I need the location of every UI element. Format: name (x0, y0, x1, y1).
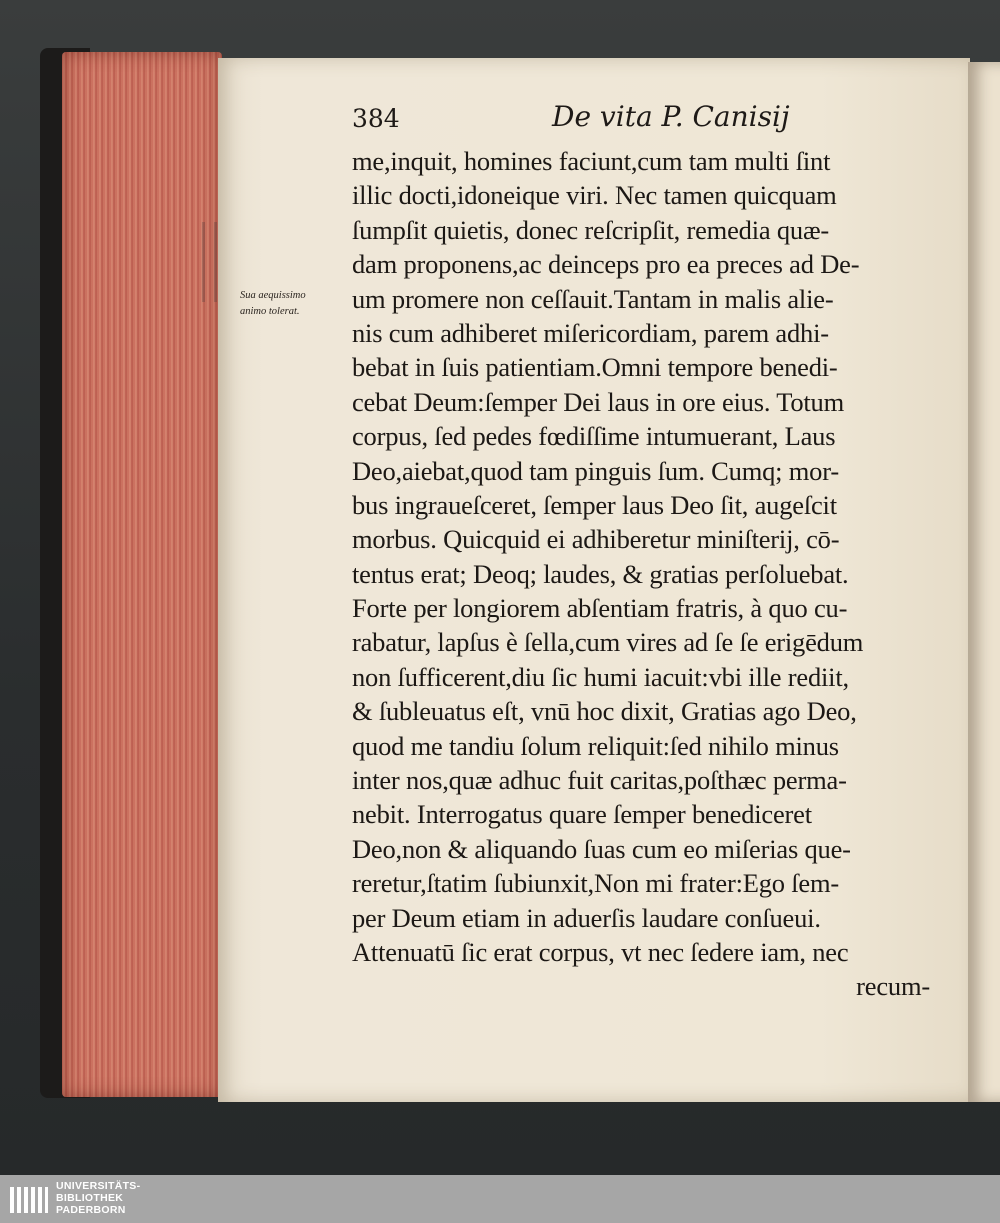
text-line: bus ingraueſceret, ſemper laus Deo ſit, augeſcit (352, 489, 837, 520)
text-line: morbus. Quicquid ei adhiberetur miniſterij, cō- (352, 524, 840, 555)
text-line: non ſufficerent,diu ſic humi iacuit:vbi ille rediit, (352, 661, 849, 692)
page-edges (62, 52, 222, 1097)
library-name (56, 1180, 140, 1216)
text-line: me,inquit, homines faciunt,cum tam multi ſint (352, 146, 831, 176)
text-line: corpus, ſed pedes fœdiſſime intumuerant, Laus (352, 421, 836, 452)
text-line: Forte per longiorem abſentiam fratris, à quo cu- (352, 593, 848, 624)
custodian-word: recum- (856, 971, 930, 1002)
library-name-line: PADERBORN (56, 1204, 126, 1216)
marginal-note-line: animo tolerat. (240, 306, 300, 317)
text-line: illic docti,idoneique viri. Nec tamen quicquam (352, 180, 837, 211)
text-line: quod me tandiu ſolum reliquit:ſed nihilo minus (352, 730, 839, 761)
page-number: 384 (352, 104, 400, 133)
library-footer (0, 1175, 1000, 1223)
text-line: & ſubleuatus eſt, vnū hoc dixit, Gratias ago Deo, (352, 696, 857, 727)
right-page-edge (968, 62, 1000, 1102)
text-line: rabatur, lapſus è ſella,cum vires ad ſe ſe erigēdum (352, 627, 864, 658)
running-head (352, 100, 952, 144)
text-line: inter nos,quæ adhuc fuit caritas,poſthæc perma- (352, 765, 847, 796)
library-name-line: BIBLIOTHEK (56, 1192, 124, 1204)
text-line: dam proponens,ac deinceps pro ea preces ad De- (352, 249, 860, 280)
text-line: reretur,ſtatim ſubiunxit,Non mi frater:Ego ſem- (352, 868, 840, 899)
marginal-note-line: Sua aequissimo (240, 290, 306, 301)
library-name-line: UNIVERSITÄTS- (56, 1180, 141, 1192)
text-line: Deo,aiebat,quod tam pinguis ſum. Cumq; mor- (352, 455, 839, 486)
marginal-note (240, 288, 350, 320)
text-line: ſumpſit quietis, donec reſcripſit, remedia quæ- (352, 214, 830, 245)
text-line: bebat in ſuis patientiam.Omni tempore benedi- (352, 352, 838, 383)
text-line: tentus erat; Deoq; laudes, & gratias perſoluebat. (352, 558, 849, 589)
text-line: Attenuatū ſic erat corpus, vt nec ſedere iam, nec (352, 936, 849, 967)
text-line: per Deum etiam in aduerſis laudare conſueui. (352, 902, 821, 933)
body-text (352, 144, 942, 1004)
library-logo-icon (10, 1183, 50, 1217)
text-line: Deo,non & aliquando ſuas cum eo miſerias que- (352, 833, 851, 864)
text-line: cebat Deum:ſemper Dei laus in ore eius. Totum (352, 386, 845, 417)
text-line: nebit. Interrogatus quare ſemper benediceret (352, 799, 812, 830)
text-line: nis cum adhiberet miſericordiam, parem adhi- (352, 317, 829, 348)
text-line: um promere non ceſſauit.Tantam in malis alie- (352, 283, 834, 314)
header-title: De vita P. Canisij (552, 100, 790, 133)
